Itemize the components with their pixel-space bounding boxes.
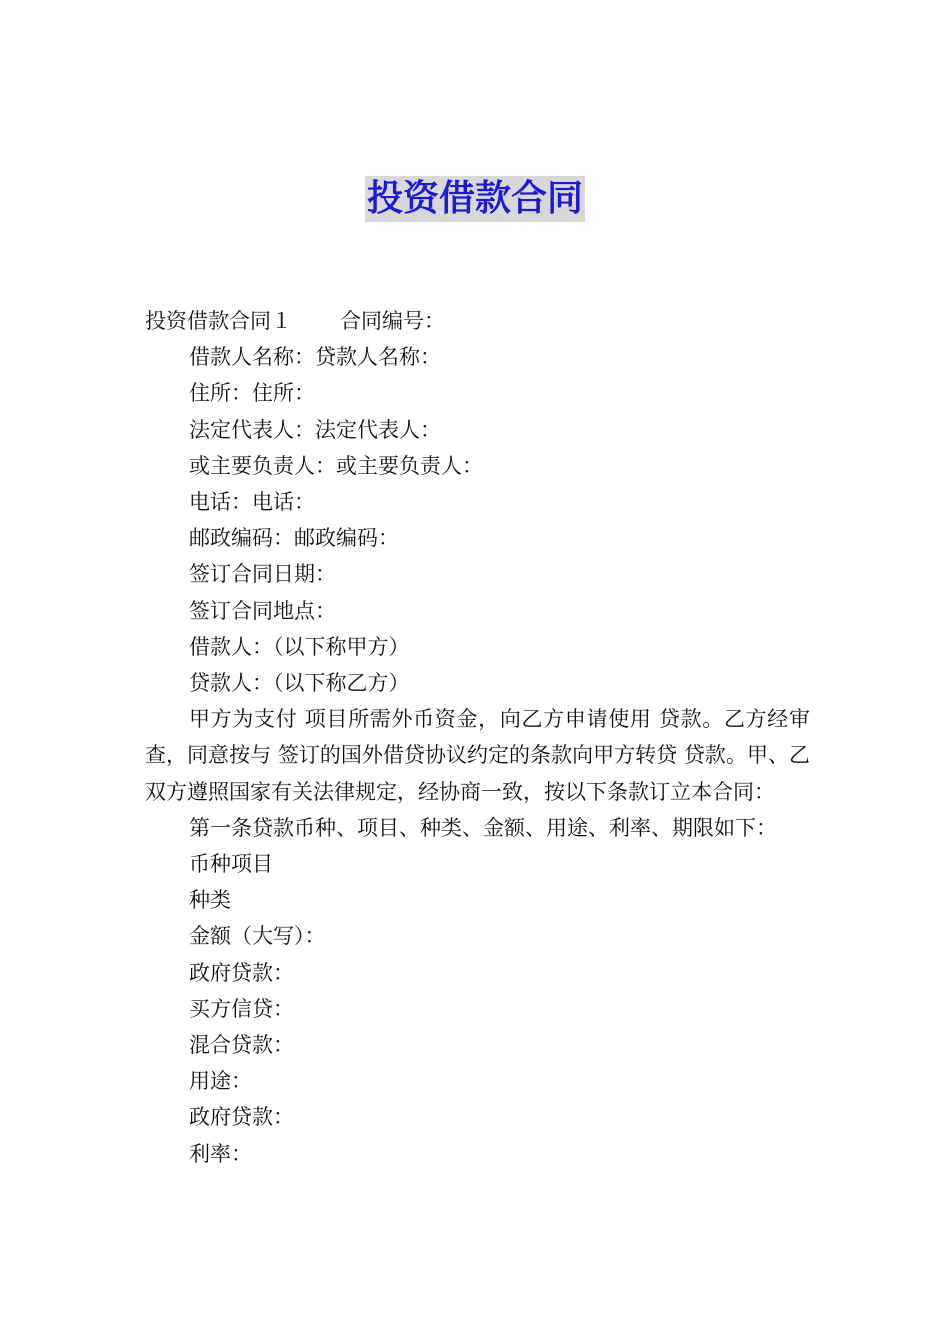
party-line: 签订合同日期： — [189, 562, 336, 587]
party-line: 贷款人：（以下称乙方） — [189, 671, 410, 696]
article-line: 政府贷款： — [189, 1105, 294, 1130]
article-line: 用途： — [189, 1069, 252, 1094]
article-line: 第一条贷款币种、项目、种类、金额、用途、利率、期限如下： — [189, 815, 777, 840]
party-line: 签订合同地点： — [189, 598, 336, 623]
party-line: 借款人名称：贷款人名称： — [189, 345, 441, 370]
document-title: 投资借款合同 — [365, 176, 585, 222]
title-container — [0, 176, 950, 222]
party-line: 电话：电话： — [189, 490, 315, 515]
article-line: 混合贷款： — [189, 1033, 294, 1058]
contract-name-number: 投资借款合同１ — [145, 309, 292, 333]
document-body — [145, 303, 810, 1172]
article-line: 买方信贷： — [189, 996, 294, 1021]
party-line: 或主要负责人：或主要负责人： — [189, 453, 483, 478]
article-line: 种类 — [189, 888, 231, 913]
party-line: 邮政编码：邮政编码： — [189, 526, 399, 551]
article-line: 利率： — [189, 1141, 252, 1166]
party-line: 借款人：（以下称甲方） — [189, 634, 410, 659]
header-line — [145, 303, 810, 339]
party-line: 法定代表人：法定代表人： — [189, 417, 441, 442]
article-line: 政府贷款： — [189, 960, 294, 985]
article-line: 币种项目 — [189, 852, 273, 877]
article-line: 金额（大写）： — [189, 924, 326, 949]
intro-paragraph: 甲方为支付 项目所需外币资金，向乙方申请使用 贷款。乙方经审查，同意按与 签订的国外借贷协议约定的条款向甲方转贷 贷款。甲、乙双方遵照国家有关法律规定，经协商一致，按以下条款订立本合同： — [145, 707, 810, 804]
contract-number-label: 合同编号： — [340, 309, 445, 333]
party-line: 住所：住所： — [189, 381, 315, 406]
